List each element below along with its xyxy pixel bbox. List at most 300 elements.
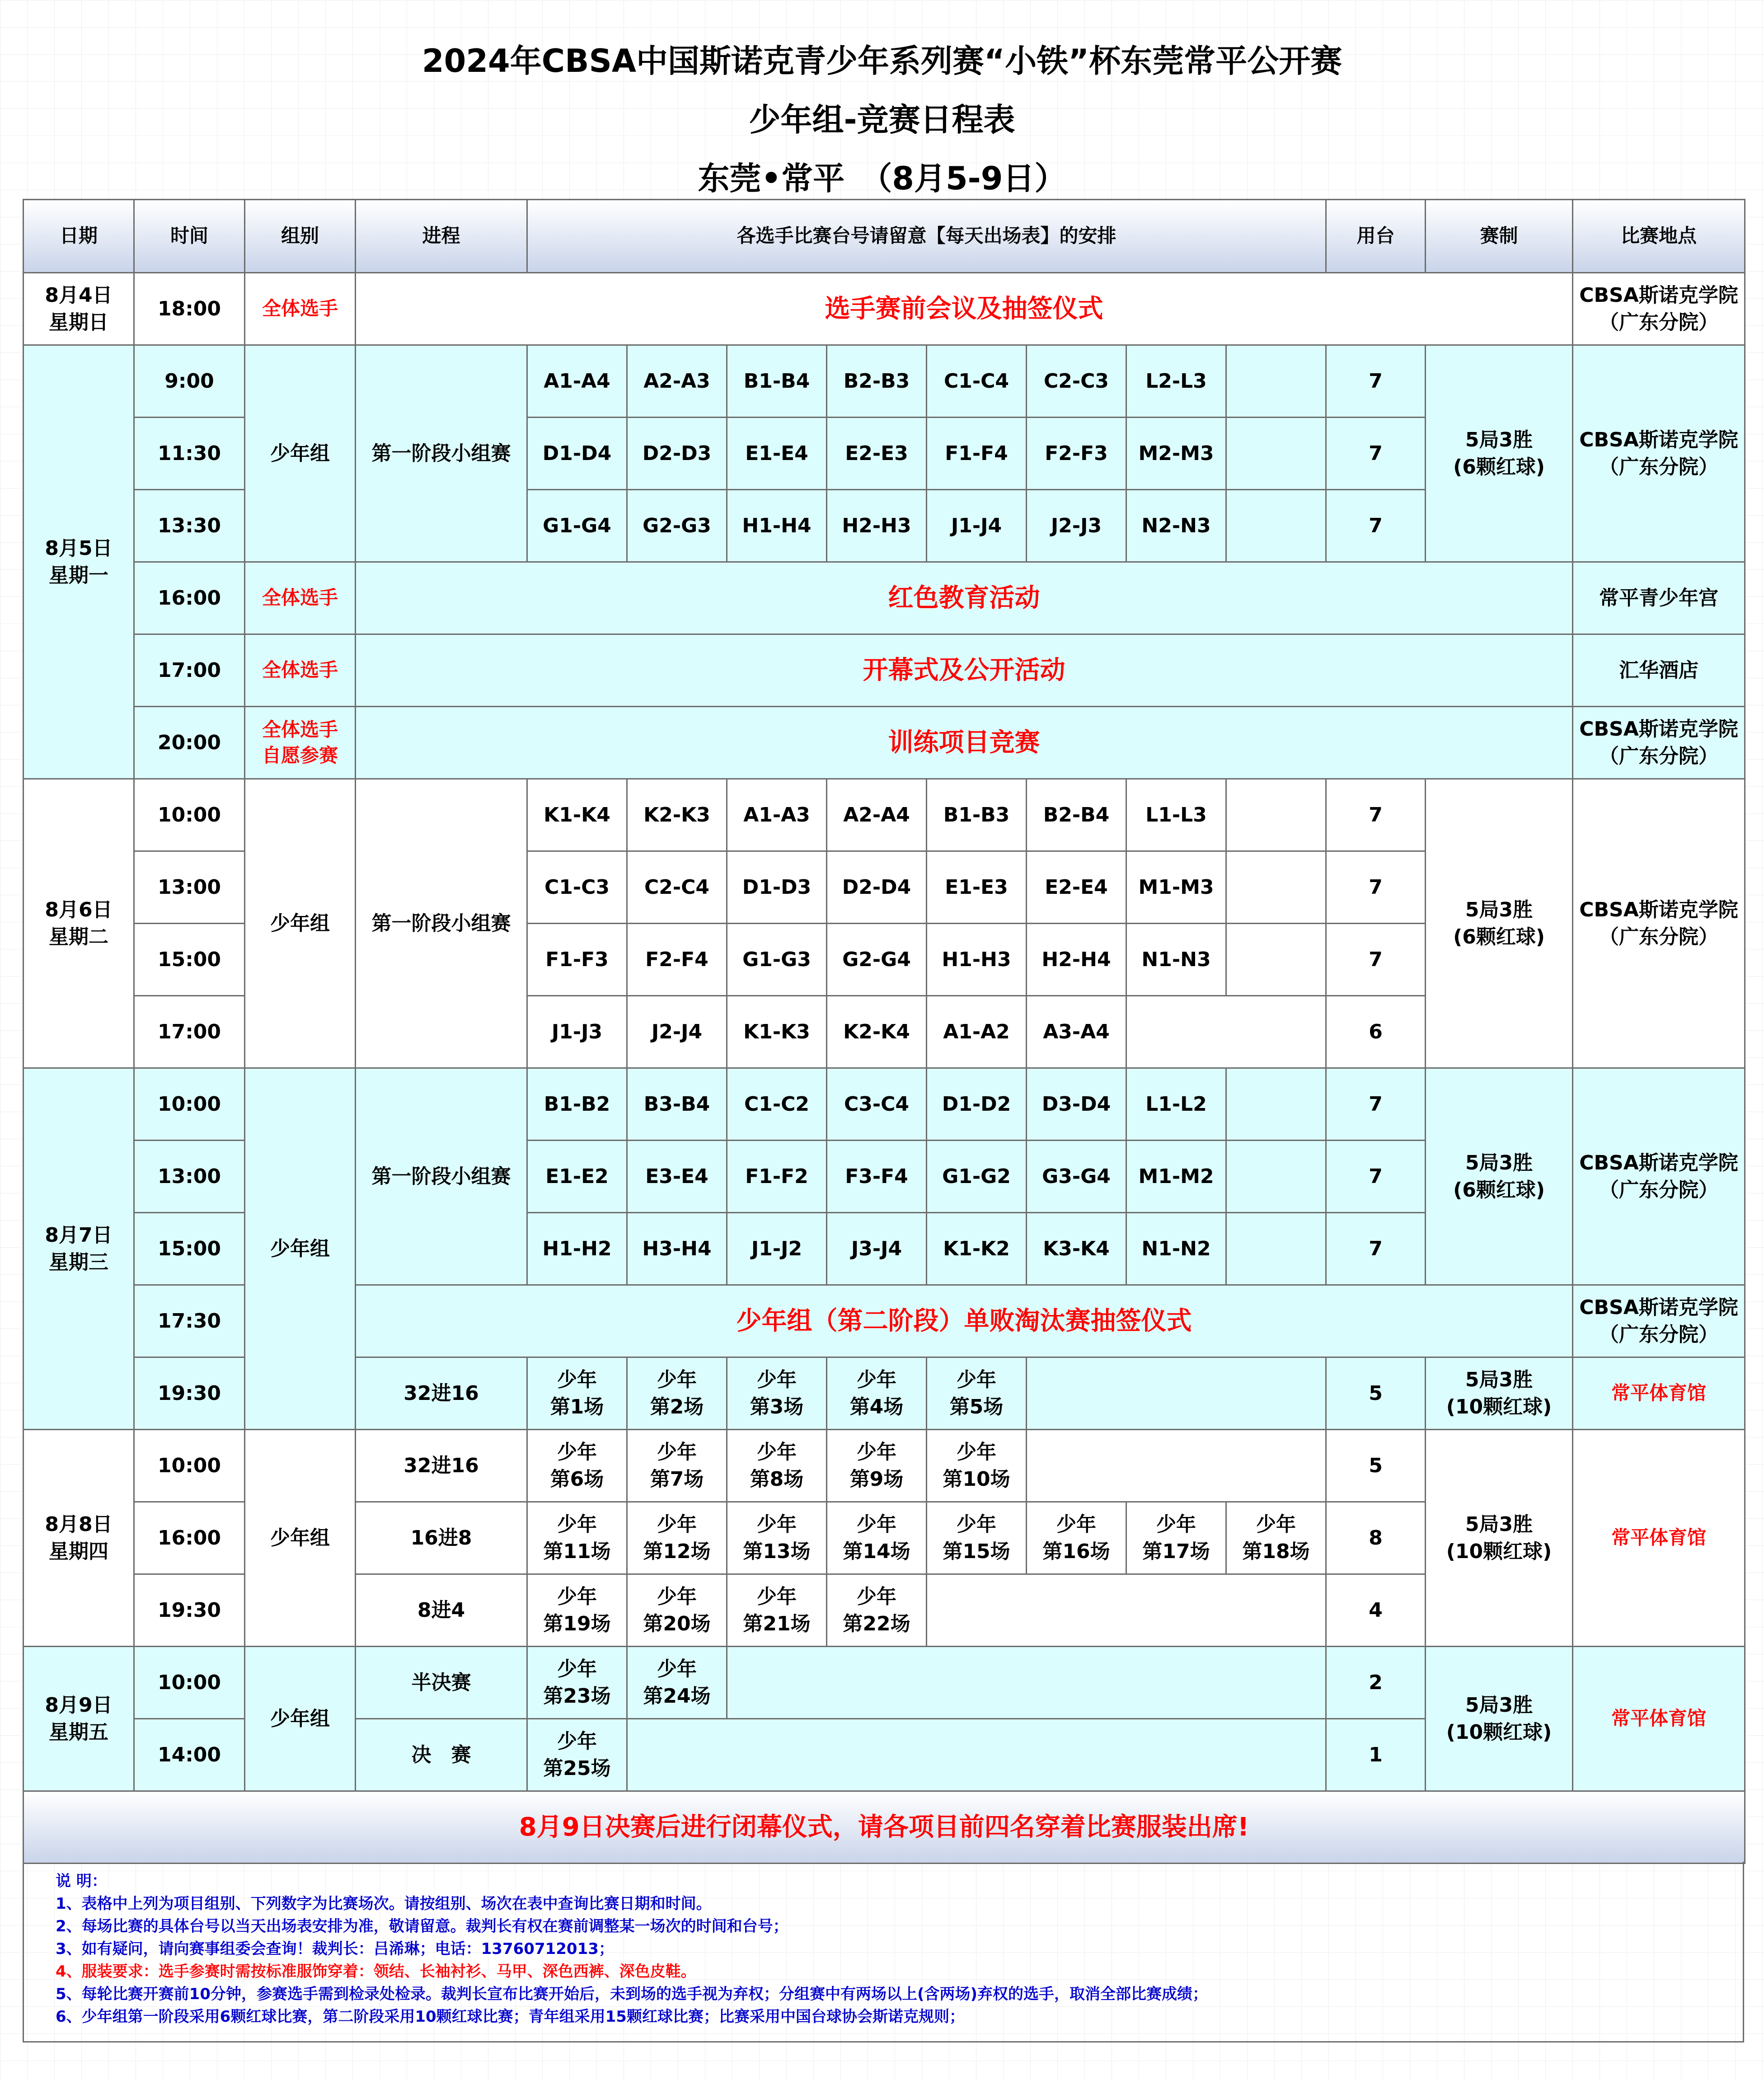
pair-cell: J1-J4 xyxy=(927,490,1027,562)
stage-cell: 32进16 xyxy=(356,1430,527,1502)
row-aug8-1000 xyxy=(23,1430,1745,1502)
time-cell: 15:00 xyxy=(134,1213,245,1285)
match-group: 少年 xyxy=(1156,1513,1196,1536)
pair-cell: B3-B4 xyxy=(627,1068,727,1141)
stage-cell: 第一阶段小组赛 xyxy=(356,345,527,562)
match-number: 第25场 xyxy=(543,1756,611,1780)
format-cell xyxy=(1426,779,1573,1068)
stage-cell: 第一阶段小组赛 xyxy=(356,1068,527,1285)
pair-cell: C2-C4 xyxy=(627,851,727,924)
pair-cell: C1-C2 xyxy=(727,1068,827,1141)
time-cell: 18:00 xyxy=(134,273,245,345)
match-number: 第7场 xyxy=(650,1467,704,1491)
venue-line: （广东分院） xyxy=(1599,455,1719,479)
group-cell: 全体选手 xyxy=(245,273,356,345)
venue-line: CBSA斯诺克学院 xyxy=(1579,428,1738,452)
tables-cell: 7 xyxy=(1326,1213,1426,1285)
format-cell xyxy=(1426,1357,1573,1430)
weekday-text: 星期一 xyxy=(49,563,108,587)
pair-cell: B2-B3 xyxy=(827,345,927,418)
event-cell: 训练项目竞赛 xyxy=(356,707,1573,779)
format-line: 5局3胜 xyxy=(1465,898,1533,922)
pair-cell: K1-K3 xyxy=(727,996,827,1068)
group-cell: 全体选手 xyxy=(245,634,356,707)
pair-cell: E2-E4 xyxy=(1027,851,1126,924)
match-number: 第2场 xyxy=(650,1395,704,1418)
format-line: (10颗红球) xyxy=(1446,1720,1552,1744)
time-cell: 19:30 xyxy=(134,1574,245,1647)
pair-cell: B1-B4 xyxy=(727,345,827,418)
time-cell: 11:30 xyxy=(134,418,245,490)
match-group: 少年 xyxy=(657,1657,697,1681)
notes-section xyxy=(23,1862,1744,2042)
event-cell: 选手赛前会议及抽签仪式 xyxy=(356,273,1573,345)
time-cell: 10:00 xyxy=(134,1647,245,1719)
event-cell: 开幕式及公开活动 xyxy=(356,634,1573,707)
time-cell: 17:00 xyxy=(134,634,245,707)
pair-cell: A3-A4 xyxy=(1027,996,1126,1068)
sub-title: 少年组-竞赛日程表 xyxy=(749,101,1015,138)
date-cell-aug5 xyxy=(23,345,134,779)
pair-cell: D1-D4 xyxy=(527,418,627,490)
match-group: 少年 xyxy=(857,1368,896,1392)
pair-cell: J1-J3 xyxy=(527,996,627,1068)
time-cell: 13:00 xyxy=(134,1141,245,1213)
empty-cell xyxy=(927,1574,1326,1647)
row-aug5-1700 xyxy=(23,634,1745,707)
pair-cell: A2-A4 xyxy=(827,779,927,851)
time-cell: 19:30 xyxy=(134,1357,245,1430)
pair-cell: J2-J4 xyxy=(627,996,727,1068)
match-group: 少年 xyxy=(757,1368,797,1392)
tables-cell: 7 xyxy=(1326,1068,1426,1141)
tables-cell: 4 xyxy=(1326,1574,1426,1647)
time-cell: 20:00 xyxy=(134,707,245,779)
pair-cell: M1-M3 xyxy=(1126,851,1226,924)
group-cell: 少年组 xyxy=(245,779,356,1068)
match-cell xyxy=(527,1574,627,1647)
header-time: 时间 xyxy=(134,200,245,273)
pair-cell: D2-D3 xyxy=(627,418,727,490)
venue-line: （广东分院） xyxy=(1599,744,1719,768)
empty-cell xyxy=(627,1719,1326,1791)
header-format: 赛制 xyxy=(1426,200,1573,273)
empty-cell xyxy=(1027,1430,1326,1502)
date-text: 8月7日 xyxy=(45,1224,113,1247)
row-aug7-1000 xyxy=(23,1068,1745,1141)
row-aug9-1000 xyxy=(23,1647,1745,1719)
pair-cell: K1-K2 xyxy=(927,1213,1027,1285)
venue-line: （广东分院） xyxy=(1599,925,1719,948)
pair-cell: H1-H4 xyxy=(727,490,827,562)
venue-line: （广东分院） xyxy=(1599,1323,1719,1346)
match-cell xyxy=(927,1357,1027,1430)
format-cell xyxy=(1426,1430,1573,1647)
date-cell-aug4 xyxy=(23,273,134,345)
date-text: 8月5日 xyxy=(45,537,113,560)
venue-cell xyxy=(1573,273,1745,345)
time-cell: 17:30 xyxy=(134,1285,245,1357)
match-number: 第20场 xyxy=(643,1612,711,1635)
pair-cell: C1-C3 xyxy=(527,851,627,924)
format-line: (6颗红球) xyxy=(1453,455,1545,479)
pair-cell: B1-B2 xyxy=(527,1068,627,1141)
pair-cell: K1-K4 xyxy=(527,779,627,851)
empty-cell xyxy=(1226,345,1326,418)
pair-cell: E1-E3 xyxy=(927,851,1027,924)
notes-title: 说 明： xyxy=(56,1872,107,1890)
empty-cell xyxy=(727,1647,1326,1719)
weekday-text: 星期三 xyxy=(49,1250,108,1274)
match-cell xyxy=(1126,1502,1226,1574)
weekday-text: 星期二 xyxy=(49,925,108,948)
match-cell xyxy=(527,1719,627,1791)
format-cell xyxy=(1426,1068,1573,1285)
format-line: (10颗红球) xyxy=(1446,1395,1552,1418)
pair-cell: K2-K3 xyxy=(627,779,727,851)
match-cell xyxy=(727,1357,827,1430)
pair-cell: G2-G3 xyxy=(627,490,727,562)
header-venue: 比赛地点 xyxy=(1573,200,1745,273)
tables-cell: 5 xyxy=(1326,1357,1426,1430)
time-cell: 9:00 xyxy=(134,345,245,418)
pair-cell: K2-K4 xyxy=(827,996,927,1068)
match-cell xyxy=(1027,1502,1126,1574)
pair-cell: C1-C4 xyxy=(927,345,1027,418)
match-cell xyxy=(627,1574,727,1647)
match-cell xyxy=(627,1502,727,1574)
pair-cell: K3-K4 xyxy=(1027,1213,1126,1285)
schedule-table xyxy=(23,199,1745,1864)
time-cell: 15:00 xyxy=(134,924,245,996)
match-group: 少年 xyxy=(557,1441,597,1464)
weekday-text: 星期四 xyxy=(49,1540,108,1563)
group-cell: 少年组 xyxy=(245,1068,356,1430)
pair-cell: A1-A2 xyxy=(927,996,1027,1068)
format-cell xyxy=(1426,345,1573,562)
pair-cell: F2-F4 xyxy=(627,924,727,996)
match-number: 第19场 xyxy=(543,1612,611,1635)
match-group: 少年 xyxy=(957,1441,996,1464)
match-number: 第10场 xyxy=(943,1467,1010,1491)
format-line: 5局3胜 xyxy=(1465,1694,1533,1717)
row-aug6-1000 xyxy=(23,779,1745,851)
venue-cell: 常平体育馆 xyxy=(1573,1357,1745,1430)
tables-cell: 7 xyxy=(1326,779,1426,851)
pair-cell: D2-D4 xyxy=(827,851,927,924)
match-group: 少年 xyxy=(557,1513,597,1536)
match-number: 第5场 xyxy=(949,1395,1004,1418)
pair-cell: G1-G4 xyxy=(527,490,627,562)
time-cell: 16:00 xyxy=(134,1502,245,1574)
match-group: 少年 xyxy=(1056,1513,1096,1536)
match-cell xyxy=(527,1357,627,1430)
closing-banner: 8月9日决赛后进行闭幕仪式，请各项目前四名穿着比赛服装出席! xyxy=(23,1791,1745,1864)
time-cell: 10:00 xyxy=(134,1430,245,1502)
tables-cell: 5 xyxy=(1326,1430,1426,1502)
pair-cell: J1-J2 xyxy=(727,1213,827,1285)
venue-cell xyxy=(1573,707,1745,779)
note-line: 6、少年组第一阶段采用6颗红球比赛，第二阶段采用10颗红球比赛；青年组采用15颗红球比赛；比赛采用中国台球协会斯诺克规则； xyxy=(56,2008,965,2026)
format-line: (6颗红球) xyxy=(1453,1178,1545,1202)
pair-cell: J3-J4 xyxy=(827,1213,927,1285)
pair-cell: B1-B3 xyxy=(927,779,1027,851)
venue-cell: 汇华酒店 xyxy=(1573,634,1745,707)
empty-cell xyxy=(1226,851,1326,924)
stage-cell: 决 赛 xyxy=(356,1719,527,1791)
pair-cell: E1-E4 xyxy=(727,418,827,490)
pair-cell: N2-N3 xyxy=(1126,490,1226,562)
date-text: 8月8日 xyxy=(45,1513,113,1536)
pair-cell: A1-A4 xyxy=(527,345,627,418)
tables-cell: 2 xyxy=(1326,1647,1426,1719)
match-cell xyxy=(827,1430,927,1502)
stage-cell: 32进16 xyxy=(356,1357,527,1430)
match-cell xyxy=(627,1647,727,1719)
pair-cell: L1-L2 xyxy=(1126,1068,1226,1141)
match-number: 第11场 xyxy=(543,1540,611,1563)
pair-cell: N1-N3 xyxy=(1126,924,1226,996)
pair-cell: M1-M2 xyxy=(1126,1141,1226,1213)
match-number: 第1场 xyxy=(550,1395,604,1418)
tables-cell: 7 xyxy=(1326,345,1426,418)
pair-cell: F1-F3 xyxy=(527,924,627,996)
venue-cell xyxy=(1573,1068,1745,1285)
pair-cell: F2-F3 xyxy=(1027,418,1126,490)
pair-cell: F1-F4 xyxy=(927,418,1027,490)
pair-cell: H1-H2 xyxy=(527,1213,627,1285)
pair-cell: D3-D4 xyxy=(1027,1068,1126,1141)
match-number: 第13场 xyxy=(743,1540,811,1563)
row-aug5-0900 xyxy=(23,345,1745,418)
tables-cell: 7 xyxy=(1326,418,1426,490)
tables-cell: 8 xyxy=(1326,1502,1426,1574)
match-cell xyxy=(927,1430,1027,1502)
empty-cell xyxy=(1226,924,1326,996)
match-group: 少年 xyxy=(657,1368,697,1392)
group-cell: 全体选手 xyxy=(245,562,356,634)
stage-cell: 16进8 xyxy=(356,1502,527,1574)
match-cell xyxy=(627,1357,727,1430)
empty-cell xyxy=(1226,1141,1326,1213)
pair-cell: L2-L3 xyxy=(1126,345,1226,418)
note-line: 1、表格中上列为项目组别、下列数字为比赛场次。请按组别、场次在表中查询比赛日期和时间。 xyxy=(56,1895,712,1913)
match-number: 第9场 xyxy=(849,1467,904,1491)
row-aug5-2000 xyxy=(23,707,1745,779)
pair-cell: E3-E4 xyxy=(627,1141,727,1213)
match-number: 第8场 xyxy=(750,1467,804,1491)
match-number: 第23场 xyxy=(543,1684,611,1708)
time-cell: 13:00 xyxy=(134,851,245,924)
header-group: 组别 xyxy=(245,200,356,273)
group-line: 全体选手 xyxy=(262,718,338,741)
match-cell xyxy=(927,1502,1027,1574)
tables-cell: 7 xyxy=(1326,851,1426,924)
group-cell: 少年组 xyxy=(245,1430,356,1647)
pair-cell: G1-G3 xyxy=(727,924,827,996)
time-cell: 10:00 xyxy=(134,779,245,851)
pair-cell: H2-H3 xyxy=(827,490,927,562)
header-row xyxy=(23,200,1745,273)
pair-cell: B2-B4 xyxy=(1027,779,1126,851)
stage-cell: 8进4 xyxy=(356,1574,527,1647)
time-cell: 17:00 xyxy=(134,996,245,1068)
venue-line: （广东分院） xyxy=(1599,1178,1719,1202)
time-cell: 14:00 xyxy=(134,1719,245,1791)
row-aug5-1600 xyxy=(23,562,1745,634)
venue-line: CBSA斯诺克学院 xyxy=(1579,1296,1738,1319)
match-number: 第16场 xyxy=(1042,1540,1110,1563)
empty-cell xyxy=(1226,490,1326,562)
stage-cell: 第一阶段小组赛 xyxy=(356,779,527,1068)
match-group: 少年 xyxy=(557,1730,597,1753)
pair-cell: G3-G4 xyxy=(1027,1141,1126,1213)
empty-cell xyxy=(1027,1357,1326,1430)
date-text: 8月4日 xyxy=(45,284,113,307)
note-line: 2、每场比赛的具体台号以当天出场表安排为准，敬请留意。裁判长有权在赛前调整某一场次的时间和台号； xyxy=(56,1917,788,1935)
group-cell xyxy=(245,707,356,779)
match-cell xyxy=(827,1502,927,1574)
venue-cell: 常平体育馆 xyxy=(1573,1647,1745,1791)
header-date: 日期 xyxy=(23,200,134,273)
empty-cell xyxy=(1226,418,1326,490)
tables-cell: 7 xyxy=(1326,1141,1426,1213)
weekday-text: 星期五 xyxy=(49,1720,108,1744)
match-group: 少年 xyxy=(657,1441,697,1464)
match-cell xyxy=(527,1430,627,1502)
time-cell: 10:00 xyxy=(134,1068,245,1141)
pair-cell: D1-D2 xyxy=(927,1068,1027,1141)
match-cell xyxy=(827,1574,927,1647)
pair-cell: A1-A3 xyxy=(727,779,827,851)
header-arrangement: 各选手比赛台号请留意【每天出场表】的安排 xyxy=(527,200,1326,273)
match-number: 第18场 xyxy=(1242,1540,1310,1563)
pair-cell: H2-H4 xyxy=(1027,924,1126,996)
venue-cell: 常平青少年宫 xyxy=(1573,562,1745,634)
tables-cell: 1 xyxy=(1326,1719,1426,1791)
match-group: 少年 xyxy=(957,1368,996,1392)
format-line: 5局3胜 xyxy=(1465,1368,1533,1392)
format-cell xyxy=(1426,1647,1573,1791)
match-number: 第21场 xyxy=(743,1612,811,1635)
venue-cell: 常平体育馆 xyxy=(1573,1430,1745,1647)
venue-line: CBSA斯诺克学院 xyxy=(1579,718,1738,741)
venue-cell xyxy=(1573,1285,1745,1357)
group-cell: 少年组 xyxy=(245,345,356,562)
match-group: 少年 xyxy=(857,1441,896,1464)
venue-cell xyxy=(1573,345,1745,562)
format-line: 5局3胜 xyxy=(1465,1513,1533,1536)
match-cell xyxy=(527,1502,627,1574)
location-dates: 东莞•常平 （8月5-9日） xyxy=(698,160,1066,197)
format-line: (10颗红球) xyxy=(1446,1540,1552,1563)
empty-cell xyxy=(1226,1068,1326,1141)
note-line-dress-code: 4、服装要求：选手参赛时需按标准服饰穿着：领结、长袖衬衫、马甲、深色西裤、深色皮鞋。 xyxy=(56,1963,696,1981)
match-number: 第3场 xyxy=(750,1395,804,1418)
pair-cell: E2-E3 xyxy=(827,418,927,490)
pair-cell: C2-C3 xyxy=(1027,345,1126,418)
pair-cell: C3-C4 xyxy=(827,1068,927,1141)
date-cell-aug8 xyxy=(23,1430,134,1647)
match-cell xyxy=(727,1502,827,1574)
tables-cell: 7 xyxy=(1326,924,1426,996)
match-number: 第6场 xyxy=(550,1467,604,1491)
pair-cell: J2-J3 xyxy=(1027,490,1126,562)
main-title: 2024年CBSA中国斯诺克青少年系列赛“小铁”杯东莞常平公开赛 xyxy=(422,42,1342,80)
tables-cell: 7 xyxy=(1326,490,1426,562)
match-number: 第22场 xyxy=(843,1612,910,1635)
weekday-text: 星期日 xyxy=(49,310,108,334)
match-group: 少年 xyxy=(957,1513,996,1536)
format-line: 5局3胜 xyxy=(1465,428,1533,452)
venue-line: （广东分院） xyxy=(1599,310,1719,334)
match-cell xyxy=(727,1574,827,1647)
match-group: 少年 xyxy=(557,1368,597,1392)
row-aug4-1800 xyxy=(23,273,1745,345)
pair-cell: G1-G2 xyxy=(927,1141,1027,1213)
format-line: 5局3胜 xyxy=(1465,1151,1533,1175)
group-cell: 少年组 xyxy=(245,1647,356,1791)
pair-cell: F3-F4 xyxy=(827,1141,927,1213)
venue-line: CBSA斯诺克学院 xyxy=(1579,898,1738,922)
closing-banner-row xyxy=(23,1791,1745,1864)
date-text: 8月6日 xyxy=(45,898,113,922)
date-cell-aug7 xyxy=(23,1068,134,1430)
event-cell: 红色教育活动 xyxy=(356,562,1573,634)
match-group: 少年 xyxy=(557,1657,597,1681)
group-line: 自愿参赛 xyxy=(262,744,338,766)
pair-cell: A2-A3 xyxy=(627,345,727,418)
match-group: 少年 xyxy=(657,1513,697,1536)
event-cell: 少年组（第二阶段）单败淘汰赛抽签仪式 xyxy=(356,1285,1573,1357)
stage-cell: 半决赛 xyxy=(356,1647,527,1719)
match-number: 第4场 xyxy=(849,1395,904,1418)
match-number: 第14场 xyxy=(843,1540,910,1563)
date-cell-aug9 xyxy=(23,1647,134,1791)
match-number: 第12场 xyxy=(643,1540,711,1563)
match-group: 少年 xyxy=(657,1585,697,1609)
time-cell: 13:30 xyxy=(134,490,245,562)
pair-cell: H3-H4 xyxy=(627,1213,727,1285)
match-group: 少年 xyxy=(1256,1513,1296,1536)
match-cell xyxy=(627,1430,727,1502)
match-group: 少年 xyxy=(757,1585,797,1609)
header-stage: 进程 xyxy=(356,200,527,273)
match-group: 少年 xyxy=(757,1513,797,1536)
title-block xyxy=(0,32,1764,208)
pair-cell: L1-L3 xyxy=(1126,779,1226,851)
match-number: 第24场 xyxy=(643,1684,711,1708)
empty-cell xyxy=(1126,996,1326,1068)
pair-cell: F1-F2 xyxy=(727,1141,827,1213)
format-line: (6颗红球) xyxy=(1453,925,1545,948)
empty-cell xyxy=(1226,1213,1326,1285)
pair-cell: H1-H3 xyxy=(927,924,1027,996)
match-group: 少年 xyxy=(857,1513,896,1536)
note-line: 5、每轮比赛开赛前10分钟，参赛选手需到检录处检录。裁判长宣布比赛开始后，未到场的选手视为弃权；分组赛中有两场以上(含两场)弃权的选手，取消全部比赛成绩； xyxy=(56,1985,1208,2003)
match-group: 少年 xyxy=(557,1585,597,1609)
tables-cell: 6 xyxy=(1326,996,1426,1068)
venue-cell xyxy=(1573,779,1745,1068)
time-cell: 16:00 xyxy=(134,562,245,634)
match-cell xyxy=(827,1357,927,1430)
pair-cell: N1-N2 xyxy=(1126,1213,1226,1285)
match-number: 第15场 xyxy=(943,1540,1010,1563)
match-group: 少年 xyxy=(757,1441,797,1464)
match-cell xyxy=(1226,1502,1326,1574)
match-group: 少年 xyxy=(857,1585,896,1609)
pair-cell: D1-D3 xyxy=(727,851,827,924)
